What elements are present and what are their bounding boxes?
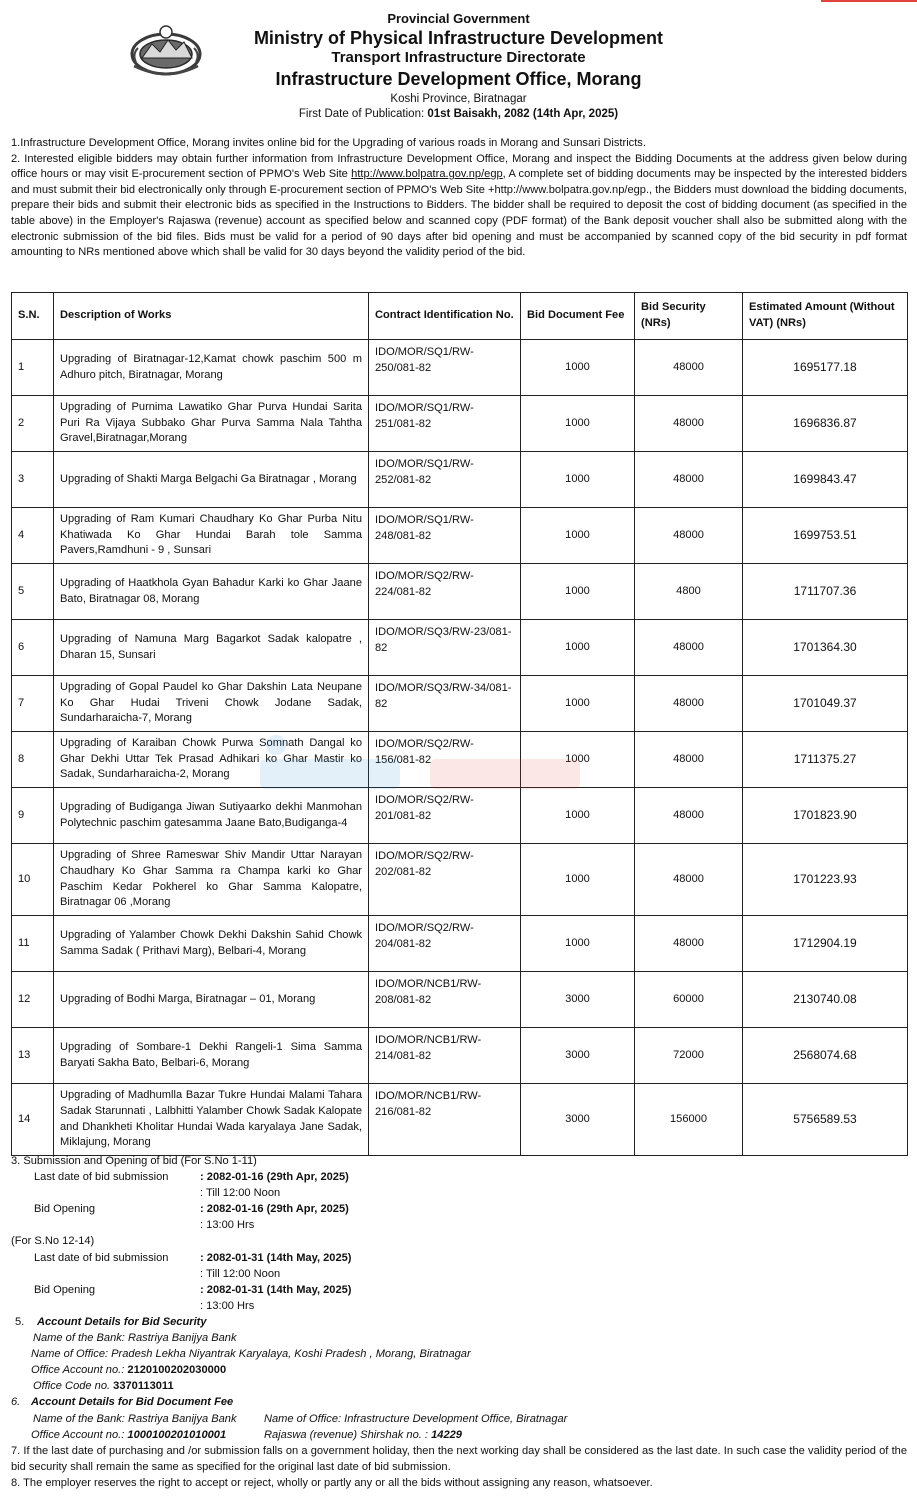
g2-heading-row: [11, 1233, 907, 1249]
header-bid-document-fee: Bid Document Fee: [521, 293, 635, 340]
fee-bank-row: [11, 1411, 907, 1427]
row-fee: 1000: [521, 916, 635, 972]
row-security: 48000: [635, 844, 743, 916]
corner-mark: [821, 0, 917, 2]
table-header-row: [12, 293, 908, 340]
row-amount: 1701364.30: [743, 620, 908, 676]
g2-open-time: : 13:00 Hrs: [200, 1299, 255, 1312]
row-fee: 3000: [521, 1028, 635, 1084]
ministry-title: Ministry of Physical Infrastructure Development: [253, 27, 664, 48]
submission-heading: 3. Submission and Opening of bid (For S.No 1-11): [11, 1155, 257, 1167]
row-description: Upgrading of Ram Kumari Chaudhary Ko Ghar Purba Nitu Khatiwada Ko Ghar Hundai Barah tole Samma Pavers,Ramdhuni - 9 , Sunsari: [54, 508, 369, 564]
g2-last-time: : Till 12:00 Noon: [200, 1267, 281, 1280]
row-amount: 1695177.18: [743, 340, 908, 396]
row-security: 48000: [635, 452, 743, 508]
notice-header: [0, 12, 917, 120]
row-security: 48000: [635, 676, 743, 732]
intro-paragraph-2-start: 2. Interested eligible bidders may obtain further information from Infrastructure Development Office, Morang and inspect the Bidding Documents at the address given below during office hours or may visit E-procurement section of PPMO's Web Site: [11, 152, 907, 181]
row-security: 48000: [635, 732, 743, 788]
g2-open-date: : 2082-01-31 (14th May, 2025): [200, 1283, 352, 1296]
table-row: [12, 396, 908, 452]
office-location: Koshi Province, Biratnagar: [390, 92, 527, 105]
row-security: 48000: [635, 916, 743, 972]
g2-open-time-row: [11, 1298, 907, 1314]
row-fee: 1000: [521, 676, 635, 732]
security-number: 5.: [15, 1315, 25, 1328]
row-contract-id: IDO/MOR/SQ1/RW-251/081-82: [369, 396, 521, 452]
row-fee: 1000: [521, 508, 635, 564]
bolpatra-link[interactable]: http://www.bolpatra.gov.np/egp: [351, 168, 503, 181]
row-contract-id: IDO/MOR/SQ1/RW-252/081-82: [369, 452, 521, 508]
row-fee: 1000: [521, 620, 635, 676]
works-table-body: [12, 340, 908, 1156]
row-contract-id: IDO/MOR/NCB1/RW-216/081-82: [369, 1084, 521, 1156]
row-fee: 1000: [521, 788, 635, 844]
security-code-row: [11, 1378, 907, 1394]
table-row: [12, 1028, 908, 1084]
security-office-row: [11, 1346, 907, 1362]
row-sn: 7: [12, 676, 54, 732]
row-description: Upgrading of Gopal Paudel ko Ghar Dakshin Lata Neupane Ko Ghar Hudai Triveni Chowk Jodane Sadak, Sundarharaicha-7, Morang: [54, 676, 369, 732]
provincial-government-label: Provincial Government: [387, 11, 530, 26]
row-amount: 1699843.47: [743, 452, 908, 508]
g2-open-date-row: [11, 1282, 907, 1298]
row-contract-id: IDO/MOR/SQ1/RW-250/081-82: [369, 340, 521, 396]
fee-revenue-line: [264, 1427, 462, 1443]
row-fee: 1000: [521, 732, 635, 788]
fee-revenue-number: 14229: [431, 1428, 462, 1441]
notice-clauses: [11, 1153, 907, 1491]
table-row: [12, 340, 908, 396]
g1-last-label: Last date of bid submission: [34, 1171, 169, 1184]
table-row: [12, 676, 908, 732]
row-security: 48000: [635, 340, 743, 396]
fee-account-line: [31, 1427, 226, 1443]
g2-heading: (For S.No 12-14): [11, 1235, 95, 1248]
fee-account-row: [11, 1427, 907, 1443]
g2-open-label: Bid Opening: [34, 1283, 96, 1296]
row-security: 72000: [635, 1028, 743, 1084]
row-sn: 11: [12, 916, 54, 972]
row-sn: 6: [12, 620, 54, 676]
intro-paragraph-1: 1.Infrastructure Development Office, Morang invites online bid for the Upgrading of various roads in Morang and Sunsari Districts.: [11, 137, 646, 149]
g1-open-time-row: [11, 1217, 907, 1233]
g1-last-date-row: [11, 1169, 907, 1185]
table-row: [12, 564, 908, 620]
row-description: Upgrading of Yalamber Chowk Dekhi Dakshin Sahid Chowk Samma Sadak ( Prithavi Marg), Belbari-4, Morang: [54, 916, 369, 972]
fee-office: Name of Office: Infrastructure Development Office, Biratnagar: [264, 1412, 568, 1425]
clause-7: 7. If the last date of purchasing and /or submission falls on a government holiday, then the next working day shall be considered as the last date. In such case the validity period of the bid security shall remain the same as specified for the original last date of bid submission.: [11, 1444, 907, 1473]
header-description: Description of Works: [54, 293, 369, 340]
row-security: 48000: [635, 508, 743, 564]
row-security: 48000: [635, 788, 743, 844]
row-sn: 12: [12, 972, 54, 1028]
row-amount: 1696836.87: [743, 396, 908, 452]
row-contract-id: IDO/MOR/SQ3/RW-23/081-82: [369, 620, 521, 676]
security-account-row: [11, 1362, 907, 1378]
g2-last-time-row: [11, 1266, 907, 1282]
row-contract-id: IDO/MOR/SQ2/RW-202/081-82: [369, 844, 521, 916]
row-contract-id: IDO/MOR/SQ1/RW-248/081-82: [369, 508, 521, 564]
table-row: [12, 788, 908, 844]
row-contract-id: IDO/MOR/SQ2/RW-224/081-82: [369, 564, 521, 620]
row-fee: 1000: [521, 340, 635, 396]
row-security: 48000: [635, 620, 743, 676]
security-code-label: Office Code no.: [33, 1380, 114, 1393]
table-row: [12, 972, 908, 1028]
row-security: 60000: [635, 972, 743, 1028]
g1-last-date: : 2082-01-16 (29th Apr, 2025): [200, 1171, 349, 1184]
security-bank-row: [11, 1330, 907, 1346]
row-sn: 4: [12, 508, 54, 564]
clause-8: 8. The employer reserves the right to accept or reject, wholly or partly any or all the bids without assigning any reason, whatsoever.: [11, 1476, 653, 1489]
submission-heading-row: [11, 1153, 907, 1169]
fee-account-label: Office Account no.:: [31, 1428, 128, 1441]
row-sn: 14: [12, 1084, 54, 1156]
intro-paragraph-2-rest: , A complete set of bidding documents may be inspected by the interested bidders and must submit their bid electronically only through E-procurement section of PPMO's Web Site +http://www.bolpatra.gov.np/egp., the Bidders must download the bidding documents, prepare their bids and submit their electronic bids as specified in the Instructions to Bidders. The bidder shall be required to deposit the cost of bidding document (as specified in the table above) in the Employer's Rajaswa (revenue) account as specified below and scanned copy (PDF format) of the Bank deposit voucher shall also be submitted along with the electronic submission of the bid files. Bids must be valid for a period of 90 days after bid opening and must be accompanied by scanned copy of the bid security in pdf format amounting to NRs mentioned above which shall be valid for 30 days beyond the validity period of the bid.: [11, 168, 907, 259]
fee-bank: Name of the Bank: Rastriya Banijya Bank: [33, 1412, 237, 1425]
row-contract-id: IDO/MOR/SQ3/RW-34/081-82: [369, 676, 521, 732]
fee-heading-row: [11, 1394, 907, 1410]
security-account-number: 2120100202030000: [127, 1364, 227, 1377]
security-bank: Name of the Bank: Rastriya Banijya Bank: [33, 1332, 237, 1345]
security-account-label: Office Account no.:: [31, 1364, 128, 1377]
fee-heading: Account Details for Bid Document Fee: [31, 1396, 234, 1409]
row-sn: 10: [12, 844, 54, 916]
g1-open-date-row: [11, 1201, 907, 1217]
row-fee: 1000: [521, 844, 635, 916]
header-sn: S.N.: [12, 293, 54, 340]
row-amount: 5756589.53: [743, 1084, 908, 1156]
row-sn: 2: [12, 396, 54, 452]
row-fee: 1000: [521, 452, 635, 508]
row-sn: 9: [12, 788, 54, 844]
row-sn: 3: [12, 452, 54, 508]
works-table: [11, 292, 908, 1156]
fee-account-number: 1000100201010001: [127, 1428, 227, 1441]
row-amount: 1712904.19: [743, 916, 908, 972]
row-amount: 1701823.90: [743, 788, 908, 844]
security-code-line: [33, 1378, 174, 1394]
row-contract-id: IDO/MOR/SQ2/RW-201/081-82: [369, 788, 521, 844]
publication-label: First Date of Publication:: [298, 107, 425, 120]
intro-paragraph-2: [11, 152, 907, 261]
intro-paragraphs: [11, 136, 907, 261]
row-description: Upgrading of Haatkhola Gyan Bahadur Karki ko Ghar Jaane Bato, Biratnagar 08, Morang: [54, 564, 369, 620]
row-sn: 5: [12, 564, 54, 620]
row-sn: 13: [12, 1028, 54, 1084]
table-row: [12, 452, 908, 508]
table-row: [12, 916, 908, 972]
row-description: Upgrading of Purnima Lawatiko Ghar Purva Hundai Sarita Puri Ra Vijaya Subbako Ghar Purva Samma Nala Tahtha Gravel,Biratnagar,Morang: [54, 396, 369, 452]
row-amount: 2568074.68: [743, 1028, 908, 1084]
row-security: 48000: [635, 396, 743, 452]
row-security: 156000: [635, 1084, 743, 1156]
g2-last-label: Last date of bid submission: [34, 1251, 169, 1264]
row-contract-id: IDO/MOR/NCB1/RW-214/081-82: [369, 1028, 521, 1084]
g1-open-date: : 2082-01-16 (29th Apr, 2025): [200, 1203, 349, 1216]
row-amount: 2130740.08: [743, 972, 908, 1028]
row-contract-id: IDO/MOR/SQ2/RW-156/081-82: [369, 732, 521, 788]
g1-open-label: Bid Opening: [34, 1203, 96, 1216]
publication-date: 01st Baisakh, 2082 (14th Apr, 2025): [427, 107, 619, 120]
row-description: Upgrading of Sombare-1 Dekhi Rangeli-1 Sima Samma Baryati Sakha Bato, Belbari-6, Morang: [54, 1028, 369, 1084]
header-contract-id: Contract Identification No.: [369, 293, 521, 340]
table-row: [12, 508, 908, 564]
g1-last-time-row: [11, 1185, 907, 1201]
security-code-number: 3370113011: [113, 1380, 174, 1393]
g1-last-time: : Till 12:00 Noon: [200, 1187, 281, 1200]
row-sn: 1: [12, 340, 54, 396]
security-heading-row: [11, 1314, 907, 1330]
g2-last-date-row: [11, 1250, 907, 1266]
row-description: Upgrading of Madhumlla Bazar Tukre Hundai Malami Tahara Sadak Starunnati , Lalbhitti Yalamber Chowk Sadak Kalopate and Dhankheti Kholitar Hundai Wada karyalaya Jane Sadak, Miklajung, Morang: [54, 1084, 369, 1156]
g2-last-date: : 2082-01-31 (14th May, 2025): [200, 1251, 352, 1264]
row-sn: 8: [12, 732, 54, 788]
row-amount: 1699753.51: [743, 508, 908, 564]
security-account-line: [31, 1362, 226, 1378]
row-description: Upgrading of Budiganga Jiwan Sutiyaarko dekhi Manmohan Polytechnic paschim gatesamma Jaane Bato,Budiganga-4: [54, 788, 369, 844]
row-security: 4800: [635, 564, 743, 620]
office-title: Infrastructure Development Office, Morang: [275, 68, 642, 89]
directorate-title: Transport Infrastructure Directorate: [331, 48, 586, 66]
header-estimated-amount: Estimated Amount (Without VAT) (NRs): [743, 293, 908, 340]
row-fee: 3000: [521, 1084, 635, 1156]
row-contract-id: IDO/MOR/NCB1/RW-208/081-82: [369, 972, 521, 1028]
row-contract-id: IDO/MOR/SQ2/RW-204/081-82: [369, 916, 521, 972]
row-fee: 1000: [521, 564, 635, 620]
row-fee: 1000: [521, 396, 635, 452]
table-row: [12, 732, 908, 788]
table-row: [12, 844, 908, 916]
security-heading: Account Details for Bid Security: [37, 1315, 207, 1328]
g1-open-time: : 13:00 Hrs: [200, 1219, 255, 1232]
row-description: Upgrading of Karaiban Chowk Purwa Somnath Dangal ko Ghar Dekhi Uttar Tek Prasad Adhikari ko Ghar Mastir ko Sadak, Sundarharaicha-2, Morang: [54, 732, 369, 788]
fee-revenue-label: Rajaswa (revenue) Shirshak no. :: [264, 1428, 432, 1441]
fee-number: 6.: [11, 1396, 21, 1409]
row-amount: 1711375.27: [743, 732, 908, 788]
table-row: [12, 1084, 908, 1156]
row-amount: 1711707.36: [743, 564, 908, 620]
row-description: Upgrading of Shree Rameswar Shiv Mandir Uttar Narayan Chaudhary Ko Ghar Samma ra Champa karki ko Ghar Paschim Kedar Pokherel ko Ghar Samma Kalopatre, Biratnagar 06 ,Morang: [54, 844, 369, 916]
row-description: Upgrading of Namuna Marg Bagarkot Sadak kalopatre , Dharan 15, Sunsari: [54, 620, 369, 676]
row-fee: 3000: [521, 972, 635, 1028]
table-row: [12, 620, 908, 676]
row-description: Upgrading of Bodhi Marga, Biratnagar – 01, Morang: [54, 972, 369, 1028]
row-description: Upgrading of Shakti Marga Belgachi Ga Biratnagar , Morang: [54, 452, 369, 508]
row-amount: 1701223.93: [743, 844, 908, 916]
row-description: Upgrading of Biratnagar-12,Kamat chowk paschim 500 m Adhuro pitch, Biratnagar, Morang: [54, 340, 369, 396]
security-office: Name of Office: Pradesh Lekha Niyantrak Karyalaya, Koshi Pradesh , Morang, Biratnagar: [31, 1348, 471, 1361]
publication-line: [0, 108, 917, 121]
header-bid-security: Bid Security (NRs): [635, 293, 743, 340]
row-amount: 1701049.37: [743, 676, 908, 732]
